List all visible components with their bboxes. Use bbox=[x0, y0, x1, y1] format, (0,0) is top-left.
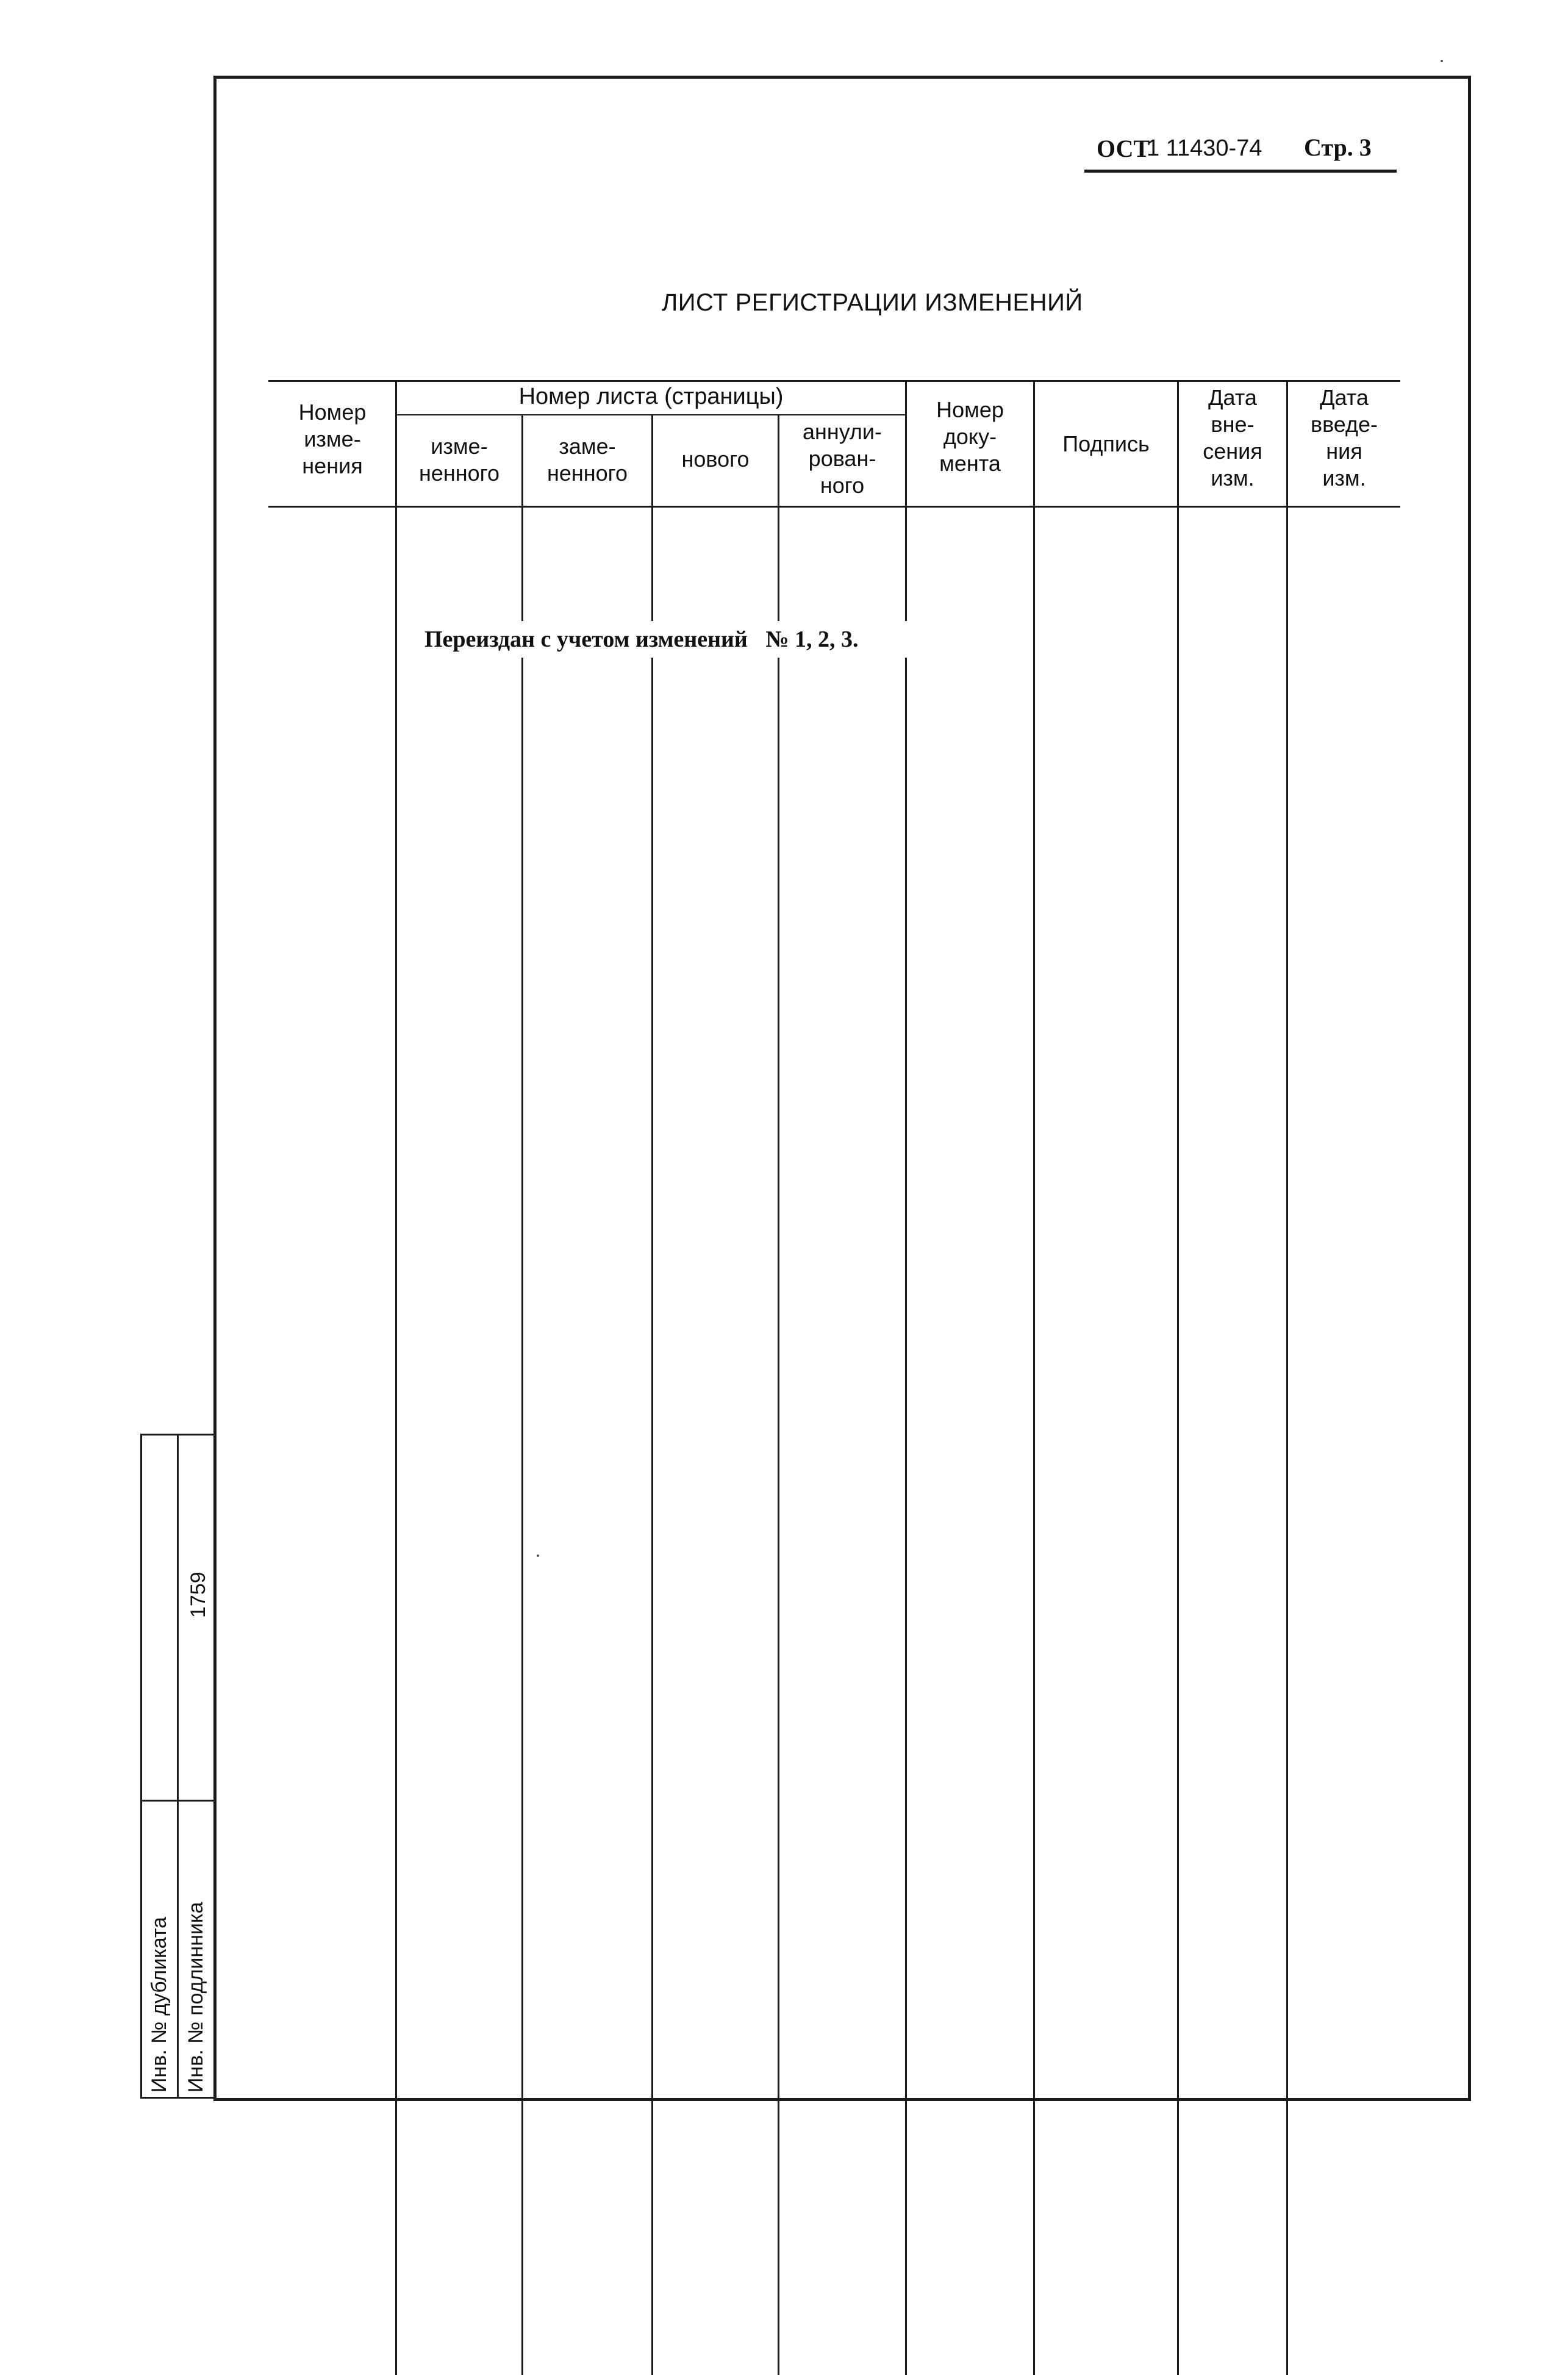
scan-speck bbox=[1441, 60, 1443, 62]
header-change-number: Номер изме- нения bbox=[298, 400, 367, 478]
col-line-3 bbox=[651, 414, 653, 2375]
scan-speck bbox=[537, 1554, 539, 1557]
col-line-6 bbox=[1033, 380, 1035, 2375]
stamp-divider-rule bbox=[140, 1800, 216, 1802]
col-line-2 bbox=[521, 414, 523, 2375]
col-line-1 bbox=[395, 380, 397, 2375]
original-inventory-label: Инв. № подлинника bbox=[184, 1902, 207, 2093]
header-new: нового bbox=[681, 447, 750, 472]
page-frame bbox=[213, 76, 1471, 2101]
stamp-bottom-rule bbox=[140, 2097, 216, 2099]
col-line-4 bbox=[778, 414, 779, 2375]
header-effective-date: Дата введе- ния изм. bbox=[1310, 385, 1378, 490]
col-line-8 bbox=[1286, 380, 1288, 2375]
header-entry-date: Дата вне- сения изм. bbox=[1203, 385, 1262, 490]
republication-text: Переиздан с учетом изменений bbox=[424, 627, 748, 652]
standard-number: 1 11430-74 bbox=[1147, 135, 1262, 161]
stamp-outer-line bbox=[140, 1434, 142, 2099]
standard-prefix: ОСТ bbox=[1097, 135, 1150, 162]
republication-change-numbers: № 1, 2, 3. bbox=[765, 627, 859, 652]
stamp-middle-line bbox=[177, 1434, 179, 2099]
header-replaced: заме- ненного bbox=[546, 434, 628, 486]
header-changed: изме- ненного bbox=[418, 434, 500, 486]
header-document-number: Номер доку- мента bbox=[936, 397, 1004, 476]
col-line-5 bbox=[905, 380, 907, 2375]
inventory-stamp bbox=[140, 1434, 216, 2099]
table-header-bottom-rule bbox=[268, 506, 1400, 508]
table-top-rule bbox=[268, 380, 1400, 382]
col-line-7 bbox=[1177, 380, 1179, 2375]
document-code bbox=[1084, 134, 1397, 173]
republication-note bbox=[424, 621, 1004, 658]
duplicate-inventory-label: Инв. № дубликата bbox=[148, 1917, 171, 2093]
header-annulled: аннули- рован- ного bbox=[802, 419, 882, 498]
sheet-title: ЛИСТ РЕГИСТРАЦИИ ИЗМЕНЕНИЙ bbox=[662, 289, 1083, 316]
group-header-rule bbox=[395, 414, 905, 415]
page-number: Стр. 3 bbox=[1304, 134, 1372, 161]
header-sheet-number-group: Номер листа (страницы) bbox=[518, 384, 784, 409]
original-inventory-number: 1759 bbox=[187, 1572, 210, 1618]
header-signature: Подпись bbox=[1062, 431, 1150, 456]
